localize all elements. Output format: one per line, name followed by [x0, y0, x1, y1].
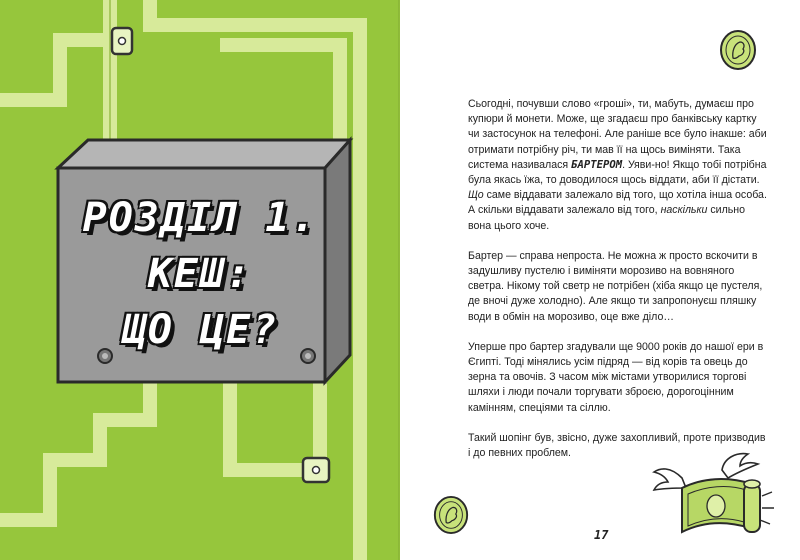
chapter-title — [80, 190, 320, 358]
pipe-clamp-bottom — [303, 458, 329, 482]
page-number: 17 — [594, 528, 609, 542]
paragraph-barter-difficulty: Бартер — справа непроста. Не можна ж просто вскочити в задушливу пустелю і виміняти морозиво на вовняного светра. Нікому той светр не потрібен (хіба якщо це пустеля, де вночі дуже холодно). Але якщо ти запропонуєш пляшку води в обмін на морозиво, оце вже діло… — [468, 249, 763, 323]
paragraph-text: сильно вона цього хоче. — [468, 204, 746, 232]
paragraph-text: . Уяви-но! Якщо тобі потрібна була якась їжа, то доводилося щось віддати, аби її дістати. — [468, 158, 767, 187]
chapter-title-line2: КЕШ: — [147, 251, 253, 297]
winged-money-icon — [652, 448, 780, 544]
emphasis-what: Що — [468, 189, 484, 202]
chapter-title-line3: ЩО ЦЕ? — [121, 307, 279, 353]
pipe-clamp-top — [112, 28, 132, 54]
coin-icon — [718, 28, 758, 72]
barter-term: БАРТЕРОМ — [571, 158, 623, 171]
right-page-text — [400, 0, 800, 560]
paragraph-barter-history: Уперше про бартер згадували ще 9000 років до нашої ери в Єгипті. Тоді мінялись усім підряд — від корів та овець до зерна та овочів. З часом між містами утворилися торгові шляхи і люди почали торгувати зброєю, дорогоцінним камінням, спеціями та сіллю. — [468, 340, 764, 414]
coin-icon — [432, 494, 470, 536]
paragraph-text: саме віддавати залежало від того, що хотіла інша особа. А скільки віддавати залежало від того, — [468, 189, 767, 217]
emphasis-how-much: наскільки — [660, 204, 708, 217]
paragraph-barter-intro — [468, 97, 768, 234]
chapter-title-line1: РОЗДІЛ 1. — [82, 195, 318, 241]
body-text — [468, 97, 768, 476]
paragraph-barter-problems: Такий шопінг був, звісно, дуже захопливий, проте призводив і до певних проблем. — [468, 431, 766, 460]
paragraph-text: Сьогодні, почувши слово «гроші», ти, мабуть, думаєш про купюри й монети. Може, ще згадаєш про банківську картку чи застосунок на телефоні. Але раніше все було інакше: аби отримати потрібну річ, ти мав її на щось виміняти. Така система називалася — [468, 98, 767, 171]
